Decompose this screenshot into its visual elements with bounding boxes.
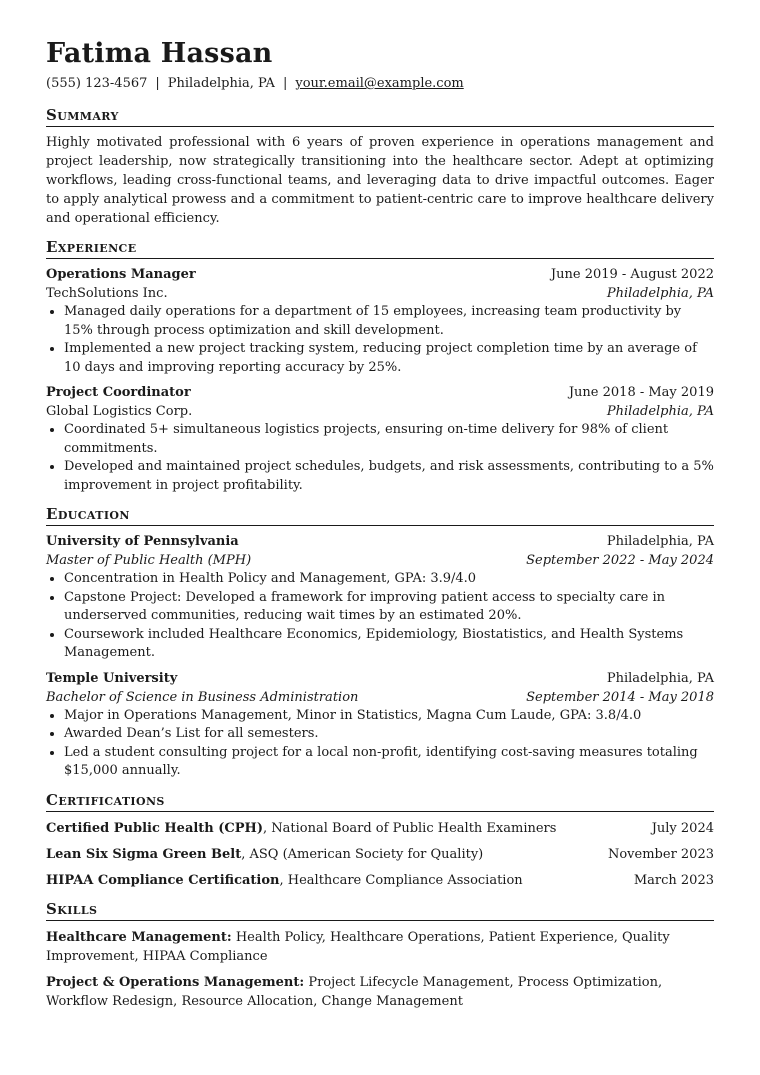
separator: | xyxy=(155,76,160,91)
job-company: Global Logistics Corp. xyxy=(46,404,193,419)
experience-entry xyxy=(46,265,714,377)
skill-group xyxy=(46,928,714,966)
location: Philadelphia, PA xyxy=(167,76,275,91)
entry-subheader xyxy=(46,284,714,303)
skill-group xyxy=(46,973,714,1011)
job-role: Project Coordinator xyxy=(46,385,191,400)
job-dates: June 2019 - August 2022 xyxy=(550,267,714,282)
list-item: • Concentration in Health Policy and Management, GPA: 3.9/4.0 xyxy=(64,570,714,589)
job-company: TechSolutions Inc. xyxy=(46,286,168,301)
list-item: • Implemented a new project tracking system, reducing project completion time by an average of 10 days and improving reporting accuracy by 25%. xyxy=(64,340,714,377)
list-item: • Managed daily operations for a department of 15 employees, increasing team productivity by 15% through process optimization and skill development. xyxy=(64,303,714,340)
skill-list: Health Policy, Healthcare Operations, Patient Experience, Quality Improvement, HIPAA Compliance xyxy=(46,929,670,964)
entry-subheader xyxy=(46,402,714,421)
certification-issuer: , ASQ (American Society for Quality) xyxy=(241,846,484,862)
section-title-certifications: Certifications xyxy=(46,790,714,812)
experience-entry xyxy=(46,383,714,495)
certification-row xyxy=(46,819,714,838)
school-location: Philadelphia, PA xyxy=(606,534,714,549)
certification-text xyxy=(46,845,483,864)
certification-name: Certified Public Health (CPH) xyxy=(46,820,263,836)
list-item: • Capstone Project: Developed a framework for improving patient access to specialty care in underserved communities, reducing wait times by an estimated 20%. xyxy=(64,589,714,626)
entry-header xyxy=(46,669,714,688)
entry-header xyxy=(46,265,714,284)
education-entry xyxy=(46,532,714,663)
list-item: • Awarded Dean’s List for all semesters. xyxy=(64,725,714,744)
separator: | xyxy=(282,76,288,91)
certification-issuer: , National Board of Public Health Examiners xyxy=(263,820,557,836)
list-item: • Coursework included Healthcare Economics, Epidemiology, Biostatistics, and Health Systems Management. xyxy=(64,626,714,663)
summary-text: Highly motivated professional with 6 years of proven experience in operations management and project leadership, now strategically transitioning into the healthcare sector. Adept at optimizing workflows, leading cross-functional teams, and leveraging data to drive impactful outcomes. Eager to apply analytical prowess and a commitment to patient-centric care to improve healthcare delivery and operational efficiency. xyxy=(46,135,714,226)
phone-number: (555) 123-4567 xyxy=(46,76,148,91)
certification-date: March 2023 xyxy=(633,872,714,888)
certification-row xyxy=(46,845,714,864)
skill-label: Project & Operations Management: xyxy=(46,974,305,990)
certification-date: November 2023 xyxy=(607,846,714,862)
contact-line xyxy=(46,75,714,92)
certification-date: July 2024 xyxy=(651,820,714,836)
education-bullets xyxy=(46,707,714,781)
degree-dates: September 2014 - May 2018 xyxy=(526,689,714,705)
email-link[interactable]: your.email@example.com xyxy=(295,76,464,91)
certification-row xyxy=(46,871,714,890)
job-dates: June 2018 - May 2019 xyxy=(568,385,714,400)
list-item: • Led a student consulting project for a local non-profit, identifying cost-saving measures totaling $15,000 annually. xyxy=(64,744,714,781)
entry-subheader xyxy=(46,551,714,570)
list-item: • Major in Operations Management, Minor in Statistics, Magna Cum Laude, GPA: 3.8/4.0 xyxy=(64,707,714,726)
school-location: Philadelphia, PA xyxy=(606,670,714,686)
job-role: Operations Manager xyxy=(46,267,196,282)
certification-name: HIPAA Compliance Certification xyxy=(46,872,280,888)
education-bullets xyxy=(46,570,714,663)
skill-list: Project Lifecycle Management, Process Optimization, Workflow Redesign, Resource Allocation, Change Management xyxy=(46,974,663,1009)
school-name: University of Pennsylvania xyxy=(46,534,239,549)
section-title-summary: Summary xyxy=(46,105,714,127)
candidate-name: Fatima Hassan xyxy=(46,38,273,69)
education-entry xyxy=(46,669,714,781)
certification-name: Lean Six Sigma Green Belt xyxy=(46,846,242,862)
entry-subheader xyxy=(46,688,714,707)
job-bullets xyxy=(46,421,714,495)
degree-name: Bachelor of Science in Business Administration xyxy=(46,689,359,705)
job-location: Philadelphia, PA xyxy=(606,286,714,301)
certification-issuer: , Healthcare Compliance Association xyxy=(279,872,523,888)
certification-text xyxy=(46,819,556,838)
certification-text xyxy=(46,871,523,890)
school-name: Temple University xyxy=(46,670,178,686)
section-title-skills: Skills xyxy=(46,899,714,921)
skill-label: Healthcare Management: xyxy=(46,929,232,945)
list-item: • Coordinated 5+ simultaneous logistics projects, ensuring on-time delivery for 98% of client commitments. xyxy=(64,421,714,458)
job-location: Philadelphia, PA xyxy=(606,404,714,419)
resume-page xyxy=(46,38,714,1011)
entry-header xyxy=(46,383,714,402)
section-title-experience: Experience xyxy=(46,237,714,259)
section-title-education: Education xyxy=(46,504,714,526)
job-bullets xyxy=(46,303,714,377)
list-item: • Developed and maintained project schedules, budgets, and risk assessments, contributing to a 5% improvement in project profitability. xyxy=(64,458,714,495)
degree-dates: September 2022 - May 2024 xyxy=(526,553,714,568)
entry-header xyxy=(46,532,714,551)
degree-name: Master of Public Health (MPH) xyxy=(46,553,252,568)
